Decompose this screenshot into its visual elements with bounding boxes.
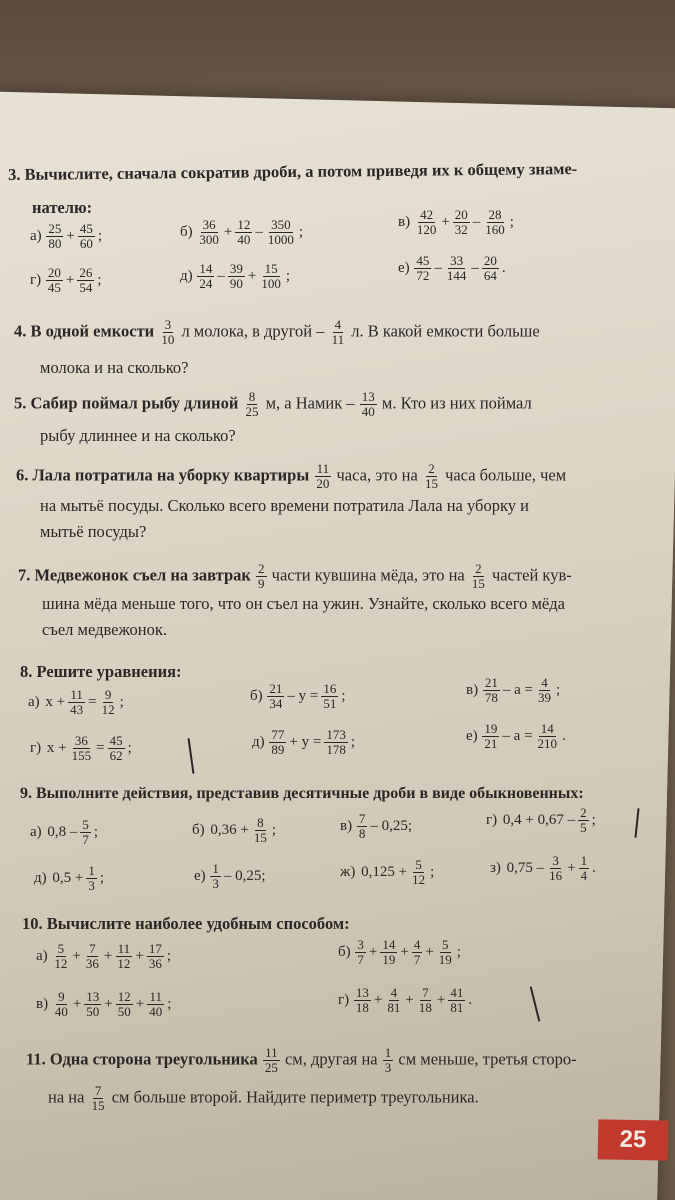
problem-8-item bbox=[466, 676, 562, 705]
problem-11-line-2: на на $\frac{7}{15}$ см больше второй. Найдите периметр треугольника. bbox=[48, 1083, 479, 1113]
item-label: г) bbox=[30, 271, 45, 288]
operator: ; bbox=[298, 223, 304, 240]
fraction: $\frac{8}{25}$ bbox=[245, 389, 259, 419]
operator: + bbox=[72, 947, 81, 964]
problem-3-line-2: нателю: bbox=[32, 198, 93, 217]
operator: + y = bbox=[289, 733, 322, 750]
item-label: в) bbox=[466, 681, 482, 698]
operator: + bbox=[104, 995, 113, 1012]
problem-7-line-2: шина мёда меньше того, что он съел на ужин. Узнайте, сколько всего мёда bbox=[42, 594, 565, 613]
problem-3-item bbox=[398, 254, 508, 283]
item-label: д) bbox=[180, 267, 197, 284]
operator: ; bbox=[341, 687, 346, 704]
problem-9-item bbox=[340, 858, 436, 887]
operator: 0,125 + bbox=[361, 863, 408, 880]
fraction: $\frac{1}{3}$ bbox=[384, 1045, 392, 1075]
fraction: $\frac{2}{15}$ bbox=[424, 461, 438, 491]
fraction: $\frac{15}{100}$ bbox=[261, 261, 281, 291]
operator: . bbox=[562, 727, 566, 744]
fraction: $\frac{20}{64}$ bbox=[483, 253, 497, 283]
fraction: $\frac{11}{43}$ bbox=[70, 687, 84, 717]
operator: ; bbox=[509, 213, 514, 230]
operator: + bbox=[223, 223, 233, 240]
problem-10-item bbox=[338, 986, 474, 1015]
fraction: $\frac{2}{15}$ bbox=[471, 561, 485, 591]
operator: – 0,25; bbox=[223, 867, 266, 884]
operator: 0,75 – bbox=[506, 859, 545, 876]
fraction: $\frac{350}{1000}$ bbox=[267, 217, 294, 247]
fraction: $\frac{5}{12}$ bbox=[54, 941, 68, 971]
fraction: $\frac{20}{45}$ bbox=[47, 265, 61, 295]
operator: + bbox=[368, 943, 378, 960]
operator: + bbox=[135, 995, 145, 1012]
operator: – bbox=[472, 213, 481, 230]
fraction: $\frac{14}{19}$ bbox=[382, 937, 396, 967]
operator: + bbox=[400, 943, 409, 960]
operator: – 0,25; bbox=[370, 817, 412, 834]
item-label: з) bbox=[490, 859, 505, 876]
fraction: $\frac{21}{78}$ bbox=[484, 675, 498, 705]
item-label: а) bbox=[28, 693, 44, 710]
operator: + bbox=[72, 995, 82, 1012]
fraction: $\frac{2}{9}$ bbox=[258, 561, 265, 591]
pen-mark bbox=[530, 986, 541, 1021]
fraction: $\frac{45}{60}$ bbox=[79, 221, 93, 251]
operator: x + bbox=[45, 693, 66, 710]
item-label: ж) bbox=[340, 863, 360, 880]
operator: + bbox=[135, 947, 144, 964]
operator: ; bbox=[97, 271, 102, 288]
operator: + bbox=[103, 947, 113, 964]
fraction: $\frac{41}{81}$ bbox=[450, 985, 464, 1015]
operator: x + bbox=[46, 739, 67, 756]
operator: ; bbox=[127, 739, 132, 756]
fraction: $\frac{9}{12}$ bbox=[101, 687, 115, 717]
fraction: $\frac{42}{120}$ bbox=[416, 207, 437, 237]
fraction: $\frac{1}{4}$ bbox=[580, 853, 588, 883]
fraction: $\frac{5}{19}$ bbox=[438, 937, 452, 967]
problem-4-line-2: молока и на сколько? bbox=[40, 358, 189, 377]
problem-8-title: 8. Решите уравнения: bbox=[20, 662, 182, 681]
operator: ; bbox=[591, 811, 596, 828]
pen-mark bbox=[634, 808, 639, 838]
problem-3-text bbox=[8, 159, 577, 185]
operator: ; bbox=[350, 733, 355, 750]
operator: ; bbox=[430, 863, 435, 880]
item-label: г) bbox=[338, 991, 353, 1008]
fraction: $\frac{16}{51}$ bbox=[323, 681, 337, 711]
item-label: а) bbox=[30, 227, 46, 244]
problem-11-text: 11. Одна сторона треугольника $\frac{11}{25}$ см, другая на $\frac{1}{3}$ см меньше, третья сторо- bbox=[26, 1045, 577, 1075]
operator: ; bbox=[166, 947, 171, 964]
fraction: $\frac{77}{89}$ bbox=[271, 727, 285, 757]
problem-8-item bbox=[252, 728, 357, 757]
item-label: е) bbox=[466, 727, 482, 744]
item-label: б) bbox=[180, 223, 197, 240]
operator: – a = bbox=[502, 727, 533, 744]
pen-mark bbox=[188, 738, 195, 774]
fraction: $\frac{12}{50}$ bbox=[117, 989, 131, 1019]
problem-8-item bbox=[250, 682, 348, 711]
fraction: $\frac{7}{15}$ bbox=[91, 1083, 105, 1113]
operator: ; bbox=[167, 995, 172, 1012]
problem-10-item bbox=[36, 942, 173, 971]
operator: – bbox=[471, 259, 479, 276]
problem-10-item bbox=[36, 990, 173, 1019]
problem-8-item bbox=[28, 688, 126, 717]
fraction: $\frac{14}{210}$ bbox=[537, 721, 558, 751]
problem-3-item bbox=[30, 222, 104, 251]
fraction: $\frac{26}{54}$ bbox=[79, 265, 93, 295]
operator: + bbox=[441, 213, 450, 230]
problem-9-title: 9. Выполните действия, представив десятичные дроби в виде обыкновенных: bbox=[20, 785, 584, 802]
operator: – a = bbox=[502, 681, 533, 698]
item-label: г) bbox=[486, 811, 501, 828]
operator: ; bbox=[285, 267, 291, 284]
fraction: $\frac{3}{16}$ bbox=[549, 853, 563, 883]
fraction: $\frac{13}{18}$ bbox=[355, 985, 369, 1015]
item-label: в) bbox=[340, 817, 356, 834]
fraction: $\frac{5}{12}$ bbox=[412, 857, 426, 887]
operator: + bbox=[66, 227, 75, 244]
problem-3-item bbox=[30, 266, 104, 295]
item-label: а) bbox=[30, 823, 46, 840]
fraction: $\frac{45}{62}$ bbox=[109, 733, 123, 763]
fraction: $\frac{4}{39}$ bbox=[537, 675, 551, 705]
item-label: е) bbox=[398, 259, 414, 276]
operator: = bbox=[96, 739, 105, 756]
problem-7-line-3: съел медвежонок. bbox=[42, 620, 167, 639]
fraction: $\frac{33}{144}$ bbox=[446, 253, 467, 283]
page-number-badge: 25 bbox=[598, 1119, 669, 1160]
operator: = bbox=[88, 693, 97, 710]
fraction: $\frac{11}{25}$ bbox=[264, 1045, 278, 1075]
operator: . bbox=[468, 991, 473, 1008]
operator: 0,5 + bbox=[52, 869, 84, 886]
fraction: $\frac{17}{36}$ bbox=[148, 941, 162, 971]
problem-10-title: 10. Вычислите наиболее удобным способом: bbox=[22, 914, 350, 933]
fraction: $\frac{9}{40}$ bbox=[54, 989, 68, 1019]
problem-9-item bbox=[192, 816, 278, 845]
fraction: $\frac{36}{300}$ bbox=[199, 217, 219, 247]
fraction: $\frac{39}{90}$ bbox=[229, 261, 243, 291]
operator: 0,36 + bbox=[210, 821, 249, 838]
item-label: б) bbox=[192, 821, 209, 838]
item-label: б) bbox=[338, 943, 355, 960]
problem-9-item bbox=[34, 864, 106, 893]
operator: – y = bbox=[287, 687, 319, 704]
operator: + bbox=[373, 991, 383, 1008]
problem-3-item bbox=[180, 262, 292, 291]
fraction: $\frac{12}{40}$ bbox=[237, 217, 251, 247]
fraction: $\frac{7}{18}$ bbox=[418, 985, 432, 1015]
problem-5-line-2: рыбу длиннее и на сколько? bbox=[40, 426, 236, 445]
problem-8-item bbox=[466, 722, 568, 751]
item-label: д) bbox=[252, 733, 269, 750]
fraction: $\frac{173}{178}$ bbox=[326, 727, 346, 757]
operator: – bbox=[217, 267, 225, 284]
problem-3-line-1: 3. Вычислите, сначала сократив дроби, а потом приведя их к общему знаме- bbox=[7, 159, 578, 184]
operator: . bbox=[501, 259, 506, 276]
fraction: $\frac{11}{12}$ bbox=[117, 941, 131, 971]
operator: + bbox=[567, 859, 576, 876]
fraction: $\frac{28}{160}$ bbox=[485, 207, 505, 237]
fraction: $\frac{8}{15}$ bbox=[253, 815, 267, 845]
operator: ; bbox=[119, 693, 124, 710]
problem-4-text: 4. В одной емкости $\frac{3}{10}$ л молока, в другой – $\frac{4}{11}$ л. В какой емкости больше bbox=[14, 317, 540, 347]
operator: . bbox=[592, 859, 596, 876]
item-label: д) bbox=[34, 869, 51, 886]
fraction: $\frac{4}{11}$ bbox=[331, 317, 345, 347]
operator: – bbox=[255, 223, 263, 240]
problem-9-item bbox=[194, 862, 268, 891]
fraction: $\frac{13}{40}$ bbox=[361, 389, 375, 419]
fraction: $\frac{11}{20}$ bbox=[316, 461, 330, 491]
fraction: $\frac{20}{32}$ bbox=[454, 207, 468, 237]
item-label: е) bbox=[194, 867, 210, 884]
item-label: а) bbox=[36, 947, 52, 964]
problem-9-item bbox=[30, 818, 100, 847]
item-label: б) bbox=[250, 687, 267, 704]
operator: ; bbox=[99, 869, 105, 886]
operator: + bbox=[425, 943, 434, 960]
item-label: г) bbox=[30, 739, 45, 756]
fraction: $\frac{36}{155}$ bbox=[71, 733, 92, 763]
operator: ; bbox=[271, 821, 277, 838]
fraction: $\frac{45}{72}$ bbox=[416, 253, 430, 283]
fraction: $\frac{4}{81}$ bbox=[387, 985, 401, 1015]
problem-6-text: 6. Лала потратила на уборку квартиры $\frac{11}{20}$ часа, это на $\frac{2}{15}$ часа больше, чем bbox=[16, 461, 567, 491]
fraction: $\frac{7}{36}$ bbox=[85, 941, 99, 971]
problem-10-item bbox=[338, 938, 463, 967]
fraction: $\frac{21}{34}$ bbox=[269, 681, 283, 711]
problem-3-item bbox=[180, 218, 305, 247]
operator: + bbox=[436, 991, 446, 1008]
item-label: в) bbox=[398, 213, 414, 230]
operator: ; bbox=[97, 227, 103, 244]
item-label: в) bbox=[36, 995, 52, 1012]
fraction: $\frac{19}{21}$ bbox=[484, 721, 498, 751]
problem-6-line-3: мытьё посуды? bbox=[40, 522, 147, 541]
operator: ; bbox=[456, 943, 461, 960]
fraction: $\frac{7}{8}$ bbox=[358, 811, 366, 841]
fraction: $\frac{1}{3}$ bbox=[88, 863, 95, 893]
fraction: $\frac{14}{24}$ bbox=[199, 261, 213, 291]
operator: 0,4 + 0,67 – bbox=[502, 811, 576, 828]
operator: ; bbox=[555, 681, 561, 698]
fraction: $\frac{1}{3}$ bbox=[212, 861, 219, 891]
fraction: $\frac{13}{50}$ bbox=[86, 989, 100, 1019]
problem-6-line-2: на мытьё посуды. Сколько всего времени потратила Лала на уборку и bbox=[40, 496, 529, 515]
operator: – bbox=[434, 259, 442, 276]
operator: + bbox=[65, 271, 75, 288]
operator: + bbox=[247, 267, 257, 284]
fraction: $\frac{4}{7}$ bbox=[413, 937, 421, 967]
problem-9-item bbox=[486, 806, 598, 835]
operator: + bbox=[405, 991, 414, 1008]
problem-5-text: 5. Сабир поймал рыбу длиной $\frac{8}{25}$ м, а Намик – $\frac{13}{40}$ м. Кто из них поймал bbox=[14, 389, 532, 419]
fraction: $\frac{2}{5}$ bbox=[580, 805, 587, 835]
fraction: $\frac{5}{7}$ bbox=[82, 817, 89, 847]
problem-3-item bbox=[398, 208, 516, 237]
operator: ; bbox=[93, 823, 99, 840]
fraction: $\frac{11}{40}$ bbox=[149, 989, 163, 1019]
fraction: $\frac{25}{80}$ bbox=[48, 221, 62, 251]
operator: 0,8 – bbox=[47, 823, 78, 840]
problem-8-item bbox=[30, 734, 134, 763]
fraction: $\frac{3}{7}$ bbox=[357, 937, 364, 967]
problem-7-text: 7. Медвежонок съел на завтрак $\frac{2}{9}$ части кувшина мёда, это на $\frac{2}{15}$ частей кув- bbox=[18, 561, 572, 591]
problem-9-item bbox=[490, 854, 598, 883]
fraction: $\frac{3}{10}$ bbox=[161, 317, 175, 347]
problem-9-item bbox=[340, 812, 414, 841]
